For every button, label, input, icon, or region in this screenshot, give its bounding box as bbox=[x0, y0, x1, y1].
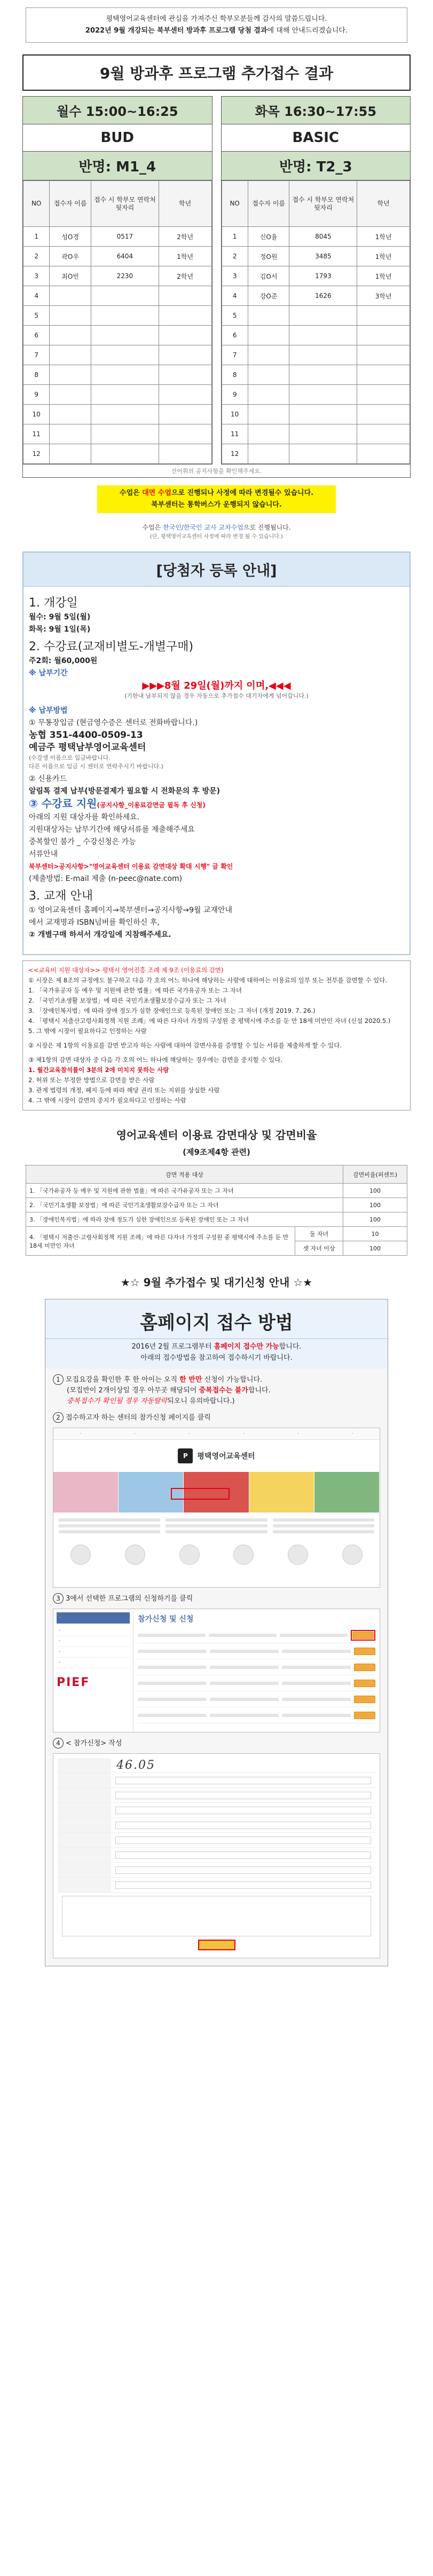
table-row: 10 bbox=[23, 405, 212, 424]
apply-button[interactable] bbox=[354, 1680, 375, 1687]
col-grade: 학년 bbox=[159, 181, 211, 227]
class-ban: 반명: M1_4 bbox=[23, 152, 212, 180]
captcha-image: 46.05 bbox=[116, 1759, 155, 1772]
form-input[interactable] bbox=[115, 1837, 371, 1844]
roster-table bbox=[222, 180, 411, 464]
table-row: 1 신O율 8045 1학년 bbox=[222, 227, 410, 247]
account-holder: 예금주 평택남부영어교육센터 bbox=[29, 742, 146, 753]
deadline: ▶▶▶8월 29일(월)까지 이며,◀◀◀ bbox=[142, 680, 291, 691]
form-input[interactable] bbox=[115, 1881, 371, 1889]
apply-button[interactable] bbox=[352, 1632, 374, 1639]
table-row: 7 bbox=[222, 345, 410, 365]
table-row: 셋 자녀 이상 100 bbox=[26, 1241, 407, 1256]
table-row: 5 bbox=[23, 306, 212, 326]
apply-button[interactable] bbox=[354, 1648, 375, 1655]
step-1: 1 모집요강을 확인한 후 한 아이는 오직 한 반만 신청이 가능합니다. (모집반이 2개이상일 경우 아무곳 해당되어 중복접수는 불가합니다. 중복접수가 확인될 경우 자동탈락되오니 유의바랍니다.) bbox=[53, 1374, 380, 1407]
form-input[interactable] bbox=[115, 1777, 371, 1784]
registration-box bbox=[22, 552, 411, 955]
table-row: 4. 「평택시 저출산‧고령사회정책 지원 조례」에 따른 다자녀 가정의 구성원 중 평택시에 주소를 둔 만 18세 미만인 자녀 둘 자녀 10 bbox=[26, 1227, 407, 1241]
registration-body: 1. 개강일 월수: 9월 5일(월) 화목: 9월 1일(목) 2. 수강료(교재비별도-개별구매) 주2회: 월60,000원 ※ 납부기간 ▶▶▶8월 29일(월)까지 이며,◀◀◀ (기한내 납부되지 않을 경우 자동으로 추가접수 대기자에게 넘어갑니다.) ※ 납부방법 ① 무통장입금 (현금영수증은 센터로 전화바랍니다.) 농협 351-4400-0509-13 예금주 평택남부영어교육센터 (수강생 이름으로 입금바랍니다. 다른 이름으로 입금 시 센터로 연락주시기 바랍니다.) ② 신용카드 알림톡 결제 납부(방문결제가 필요할 시 전화문의 후 방문) ③ 수강료 지원(공지사항_이용료감면글 필독 후 신청) 아래의 지원 대상자를 확인하세요. 지원대상자는 납부기간에 해당서류를 제출해주세요 중복할인 불가 _ 수강신청은 가능 서류안내 북부센터>공지사항>"영어교육센터 이용료 감면대상 확대 시행" 글 확인 (제출방법: E-mail 제출 (n-peec@nate.com) 3. 교재 안내 ① 영어교육센터 홈페이지→북부센터→공지사항→9월 교재안내 에서 교재명과 ISBN넘버를 확인하신 후, ② 개별구매 하셔서 개강일에 지참해주세요. bbox=[23, 587, 410, 947]
form-input[interactable] bbox=[115, 1822, 371, 1829]
table-row: 2 정O원 3485 1학년 bbox=[222, 247, 410, 266]
discount-subtitle: (제9조제4항 관련) bbox=[183, 1147, 250, 1157]
class-basic bbox=[221, 96, 411, 464]
table-row: 10 bbox=[222, 405, 410, 424]
notice-line-1: 평택영어교육센터에 관심을 가져주신 학부모분들께 감사의 말씀드립니다. bbox=[106, 15, 327, 23]
homepage-title: 홈페이지 접수 방법 bbox=[45, 1299, 388, 1339]
bank-account: 농협 351-4400-0509-13 bbox=[29, 730, 143, 740]
table-row: 3. 「장애인복지법」에 따라 장애 정도가 심한 장애인으로 등록된 장애인 또는 그 자녀 100 bbox=[26, 1212, 407, 1227]
col-no: NO bbox=[23, 181, 50, 227]
form-input[interactable] bbox=[115, 1807, 371, 1814]
col-no: NO bbox=[222, 181, 248, 227]
table-row: 6 bbox=[23, 326, 212, 345]
logo-icon: P bbox=[178, 1448, 193, 1463]
form-input[interactable] bbox=[115, 1792, 371, 1799]
table-row: 2 곽O우 6404 1학년 bbox=[23, 247, 212, 266]
yellow-notice: 수업은 대면 수업으로 진행되나 사정에 따라 변경될수 있습니다. 북부센터는 통학버스가 운행되지 않습니다. bbox=[97, 485, 336, 513]
table-row: 7 bbox=[23, 345, 212, 365]
table-row: 1 성O경 0517 2학년 bbox=[23, 227, 212, 247]
discount-col-rate: 감면비율(퍼센트) bbox=[343, 1165, 407, 1184]
roster-body bbox=[23, 227, 212, 464]
table-row: 8 bbox=[23, 365, 212, 385]
apply-button[interactable] bbox=[354, 1712, 375, 1719]
program-list-screenshot: · · · · · PIEF 참가신청 및 신청 bbox=[53, 1609, 380, 1732]
table-row: 8 bbox=[222, 365, 410, 385]
col-name: 접수자 이름 bbox=[248, 181, 289, 227]
apply-button[interactable] bbox=[354, 1664, 375, 1671]
submit-button[interactable] bbox=[198, 1940, 235, 1950]
page bbox=[0, 7, 433, 1977]
table-row: 3 최O빈 2230 2학년 bbox=[23, 266, 212, 286]
table-row: 9 bbox=[222, 385, 410, 405]
section-title: ★☆ 9월 추가접수 및 대기신청 안내 ☆★ bbox=[120, 1276, 313, 1289]
page-title: 9월 방과후 프로그램 추가접수 결과 bbox=[22, 54, 411, 91]
discount-table bbox=[26, 1165, 407, 1256]
class-bud bbox=[22, 96, 212, 464]
roster-table bbox=[23, 180, 212, 464]
table-row: 4 bbox=[23, 286, 212, 306]
class-name: BUD bbox=[23, 124, 212, 152]
table-row: 5 bbox=[222, 306, 410, 326]
table-row: 11 bbox=[222, 424, 410, 444]
col-phone: 접수 시 학부모 연락처 뒷자리 bbox=[289, 181, 357, 227]
discount-title: 영어교육센터 이용료 감면대상 및 감면비율 bbox=[116, 1129, 317, 1141]
support-guide: <<교육비 지원 대상자>> 평택시 영어진흥 조례 제 9조 (이용료의 감면) ① 시장은 제 8조의 규정에도 불구하고 다음 각 호의 어느 하나에 해당하는 사람에 대하여는 이용료의 일부 또는 전부를 감면할 수 있다. 1. 「국가유공자 등 예우 및 지원에 관한 법률」에 따른 국가유공자 또는 그 자녀 2. 「국민기초생활 보장법」에 따른 국민기초생활보장수급자 또는 그 자녀 3. 「장애인복지법」에 따라 장애 정도가 심한 장애인으로 등록된 장애인 또는 그 자녀 (개정 2019. 7. 26.) 4. 「평택시 저출산고령사회정책 지원 조례」에 따른 다자녀 가정의 구성원 중 평택시에 주소를 둔 만 18세 미만인 자녀 (신설 2020.5.) 5. 그 밖에 시장이 필요하다고 인정하는 사람 ② 시장은 제 1항의 이용료를 감면 받고자 하는 사람에 대하여 감면사유를 증명할 수 있는 서류를 제출하게 할 수 있다. ③ 제1항의 감면 대상자 중 다음 각 호의 어느 하나에 해당하는 경우에는 감면을 중지할 수 있다. 1. 월간교육참석률이 3분의 2에 미치지 못하는 사람 2. 허위 또는 부정한 방법으로 감면을 받은 사람 3. 관계 법령의 개정, 폐지 등에 따라 해당 권리 또는 지위를 상실한 사람 4. 그 밖에 시장이 감면의 중지가 필요하다고 인정하는 사람 bbox=[22, 960, 411, 1110]
roster-note: 선어휘의 공지사항을 확인해주세요. bbox=[22, 464, 411, 478]
form-input[interactable] bbox=[115, 1866, 371, 1874]
table-row: 1. 「국가유공자 등 예우 및 지원에 관한 법률」에 따른 국가유공자 또는 그 자녀 100 bbox=[26, 1184, 407, 1198]
homepage-guide: 홈페이지 접수 방법 2016년 2월 프로그램부터 홈페이지 접수만 가능합니다. 아래의 접수방법을 참고하여 접수하시기 바랍니다. 1 모집요강을 확인한 후 한 아이는 오직 한 반만 신청이 가능합니다. (모집반이 2개이상일 경우 아무곳 해당되어 중복접수는 불가합니다. 중복접수가 확인될 경우 자동탈락되오니 유의바랍니다.) 2 접수하고자 하는 센터의 참가신청 페이지를 클릭 · · · · · · P 평택영어교육센터 3 3에서 선택한 프로그램의 신청하기를 클릭 · · · · · PIEF 참가신청 및 신청 4 < 참가신청> 작성 46.05 bbox=[45, 1299, 388, 1966]
class-time: 화목 16:30~17:55 bbox=[222, 97, 411, 124]
class-ban: 반명: T2_3 bbox=[222, 152, 411, 180]
table-row: 4 강O준 1626 3학년 bbox=[222, 286, 410, 306]
class-time: 월수 15:00~16:25 bbox=[23, 97, 212, 124]
pief-logo: PIEF bbox=[57, 1676, 90, 1689]
highlight-box bbox=[171, 1488, 230, 1500]
table-row: 12 bbox=[23, 444, 212, 464]
table-row: 11 bbox=[23, 424, 212, 444]
table-row: 9 bbox=[23, 385, 212, 405]
col-grade: 학년 bbox=[357, 181, 410, 227]
homepage-screenshot: · · · · · · P 평택영어교육센터 bbox=[53, 1428, 380, 1588]
registration-title: [당첨자 등록 안내] bbox=[23, 553, 410, 587]
header-notice bbox=[26, 7, 407, 43]
step-2: 2 접수하고자 하는 센터의 참가신청 페이지를 클릭 bbox=[53, 1412, 380, 1423]
table-row: 12 bbox=[222, 444, 410, 464]
discount-col-target: 감면 적용 대상 bbox=[26, 1165, 343, 1184]
memo-textarea[interactable] bbox=[62, 1896, 371, 1936]
class-grid bbox=[22, 96, 411, 464]
notice-line-2: 2022년 9월 개강되는 북부센터 방과후 프로그램 당첨 결과에 대해 안내드리겠습니다. bbox=[85, 27, 348, 35]
class-name: BASIC bbox=[222, 124, 411, 152]
table-row: 6 bbox=[222, 326, 410, 345]
teacher-notice: 수업은 한국인/한국인 교사 교차수업으로 진행됩니다. (단, 평택영어교육센터 사정에 따라 변경 될 수 있습니다.) bbox=[142, 524, 291, 540]
form-input[interactable] bbox=[115, 1852, 371, 1859]
step-4: 4 < 참가신청> 작성 bbox=[53, 1738, 380, 1749]
apply-button[interactable] bbox=[354, 1696, 375, 1703]
roster-body bbox=[222, 227, 410, 464]
application-form-screenshot bbox=[53, 1753, 380, 1958]
support-link[interactable]: 북부센터>공지사항>"영어교육센터 이용료 감면대상 확대 시행" 글 확인 bbox=[29, 863, 233, 870]
col-phone: 접수 시 학부모 연락처 뒷자리 bbox=[91, 181, 159, 227]
table-row: 3 김O서 1793 1학년 bbox=[222, 266, 410, 286]
step-3: 3 3에서 선택한 프로그램의 신청하기를 클릭 bbox=[53, 1593, 380, 1604]
col-name: 접수자 이름 bbox=[50, 181, 91, 227]
table-row: 2. 「국민기초생활 보장법」에 따른 국민기초생활보장수급자 또는 그 자녀 100 bbox=[26, 1198, 407, 1212]
